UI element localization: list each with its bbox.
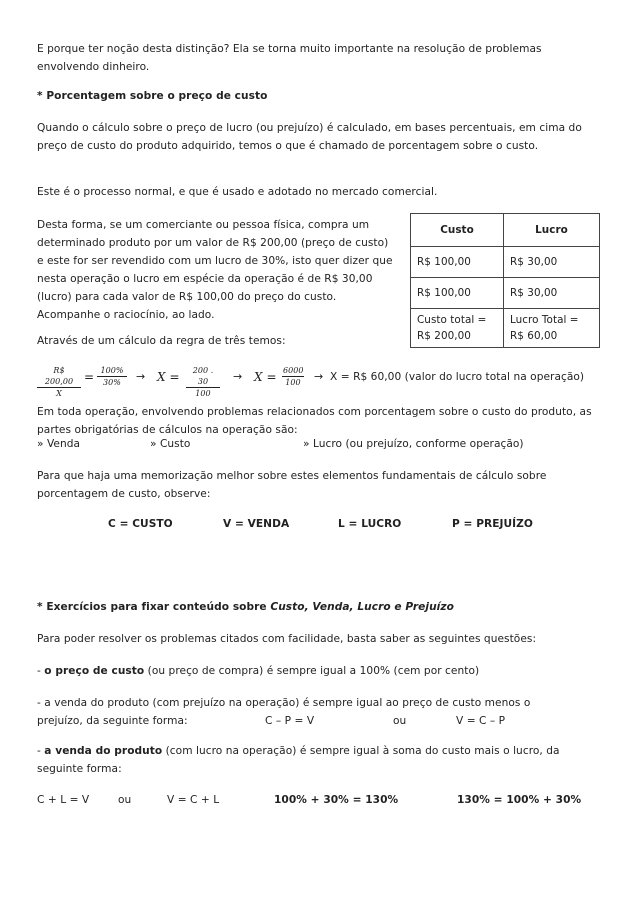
rule-loss-line1: - a venda do produto (com prejuízo na operação) é sempre igual ao preço de custo menos o [37,697,531,709]
word-or: ou [393,715,407,727]
paragraph-mandatory-parts: Em toda operação, envolvendo problemas relacionados com porcentagem sobre o custo do produto, as partes obrigatórias de cálculos na operação são: [37,406,592,436]
fraction-numerator: R$ 200,00 [37,365,81,388]
section-title-italic: Custo, Venda, Lucro e Prejuízo [270,601,454,613]
part-profit: » Lucro (ou prejuízo, conforme operação) [303,438,524,450]
arrow-icon: → [233,370,243,383]
x-equals: X = [254,370,277,384]
formula-profit-2: V = C + L [167,794,220,806]
rule-dash: - [37,745,45,757]
paragraph-memorization: Para que haja uma memorização melhor sobre estes elementos fundamentais de cálculo sobre porcentagem de custo, observe: [37,470,547,500]
rule-profit-text: (com lucro na operação) é sempre igual à soma do custo mais o lucro, da [162,745,560,757]
table-header-profit: Lucro [504,214,600,247]
fraction-cost-over-x [37,365,81,399]
rule-profit-bold: a venda do produto [44,745,163,757]
fraction-numerator: 200 . 30 [186,365,220,388]
fraction-product [186,365,220,399]
rule-profit-line1 [37,742,599,760]
legend-sale: V = VENDA [223,518,290,530]
section-title-exercises [37,598,599,616]
paragraph-normal-process: Este é o processo normal, e que é usado e adotado no mercado comercial. [37,186,438,198]
formula-percent-2: 130% = 100% + 30% [457,794,582,806]
table-cell-total-cost: Custo total = R$ 200,00 [411,309,504,348]
table-cell: R$ 30,00 [504,247,600,278]
fraction-denominator: 100 [195,389,211,398]
formula-loss-2: V = C – P [456,715,506,727]
cost-profit-table [410,213,600,348]
table-row [411,278,600,309]
word-or: ou [118,794,132,806]
fraction-percentages [97,365,127,388]
rule-profit-line2: seguinte forma: [37,763,122,775]
fraction-denominator: 100 [285,378,301,387]
rule-cost-text: (ou preço de compra) é sempre igual a 100% (cem por cento) [144,665,480,677]
table-cell: R$ 30,00 [504,278,600,309]
part-cost: » Custo [150,438,191,450]
table-header-row [411,214,600,247]
arrow-icon: → [136,370,146,383]
paragraph-questions: Para poder resolver os problemas citados com facilidade, basta saber as seguintes questões: [37,633,537,645]
table-cell: R$ 100,00 [411,247,504,278]
fraction-numerator: 100% [97,365,127,377]
arrow-icon: → [314,370,324,383]
rule-cost [37,662,599,680]
table-row [411,247,600,278]
fraction-numerator: 6000 [283,366,304,375]
rule-of-three-intro: Através de um cálculo da regra de três temos: [37,335,286,347]
legend-cost: C = CUSTO [108,518,173,530]
table-cell-total-profit: Lucro Total = R$ 60,00 [504,309,600,348]
section-title-prefix: * Exercícios para fixar conteúdo sobre [37,601,271,613]
equals-sign: = [84,370,95,384]
legend-loss: P = PREJUÍZO [452,518,533,530]
rule-cost-bold: o preço de custo [44,665,145,677]
rule-loss-line2: prejuízo, da seguinte forma: [37,715,188,727]
fraction-denominator: X [56,389,62,398]
formula-result: X = R$ 60,00 (valor do lucro total na operação) [330,371,585,383]
x-equals: X = [157,370,180,384]
paragraph-percentage-cost: Quando o cálculo sobre o preço de lucro (ou prejuízo) é calculado, em bases percentuais, em cima do preço de custo do produto adquirido, temos o que é chamado de porcentagem sobre o custo. [37,122,582,152]
rule-dash: - [37,665,45,677]
fraction-denominator: 30% [103,378,121,387]
part-sale: » Venda [37,438,81,450]
table-header-cost: Custo [411,214,504,247]
formula-loss-1: C – P = V [265,715,315,727]
legend-profit: L = LUCRO [338,518,402,530]
fraction-result [282,365,304,388]
intro-paragraph: E porque ter noção desta distinção? Ela se torna muito importante na resolução de problemas envolvendo dinheiro. [37,43,542,73]
formula-percent-1: 100% + 30% = 130% [274,794,399,806]
table-cell: R$ 100,00 [411,278,504,309]
paragraph-example: Desta forma, se um comerciante ou pessoa física, compra um determinado produto por um valor de R$ 200,00 (preço de custo) e este for ser revendido com um lucro de 30%, isto quer dizer que nesta operação o lucro em espécie da operação é de R$ 30,00 (lucro) para cada valor de R$ 100,00 do preço do custo. Acompanhe o raciocínio, ao lado. [37,219,393,321]
section-title-percentage-cost: * Porcentagem sobre o preço de custo [37,90,268,102]
formula-profit-1: C + L = V [37,794,90,806]
